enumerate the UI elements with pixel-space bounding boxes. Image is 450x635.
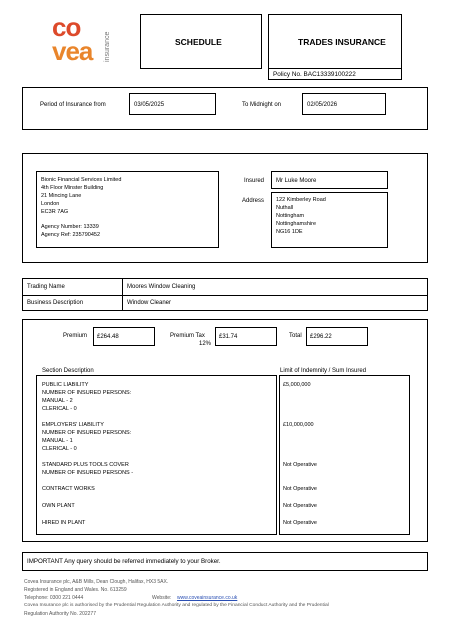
premium-box [93,327,155,346]
limit-value: £10,000,000 [283,422,314,428]
broker-line: Bionic Financial Services Limited [41,177,122,183]
period-from-value: 03/05/2025 [134,102,165,108]
section-line: MANUAL - 2 [42,398,73,404]
parties-section [22,153,428,263]
period-to-label: To Midnight on [242,102,282,108]
section-line: OWN PLANT [42,503,75,509]
agency-number: Agency Number: 13339 [41,224,99,230]
important-notice: IMPORTANT Any query should be referred immediately to your Broker. [27,558,221,565]
important-notice-box [22,552,428,571]
section-line: NUMBER OF INSURED PERSONS: [42,430,132,436]
insured-value: Mr Luke Moore [276,178,317,184]
section-line: CLERICAL - 0 [42,446,77,452]
address-line: 122 Kimberley Road [276,197,326,203]
section-line: NUMBER OF INSURED PERSONS - [42,470,134,476]
section-line: MANUAL - 1 [42,438,73,444]
business-description-label: Business Description [27,300,84,306]
premium-tax-value: £31.74 [219,334,238,340]
section-line: NUMBER OF INSURED PERSONS: [42,390,132,396]
covea-logo [50,12,120,74]
premium-tax-box [215,327,277,346]
footer-address: Covea Insurance plc, A&B Mills, Dean Clough, Halifax, HX3 5AX. [24,579,169,585]
logo-vea-text: vea [52,36,93,66]
limit-value: Not Operative [283,520,317,526]
policy-divider [269,68,401,69]
limit-value: £5,000,000 [283,382,311,388]
footer-authorisation: Covea Insurance plc is authorised by the Prudential Regulation Authority and regulated by the Financial Conduct Authority and the Prudential [24,603,329,608]
premium-tax-label: Premium Tax [170,333,205,339]
insured-box [271,171,388,189]
period-to-value: 02/05/2026 [307,102,338,108]
trades-insurance-title: TRADES INSURANCE [298,37,386,47]
limit-box [279,375,410,535]
footer-registration: Registered in England and Wales. No. 613259 [24,587,127,593]
address-line: Nottingham [276,213,305,219]
schedule-title: SCHEDULE [175,37,222,47]
limit-value: Not Operative [283,462,317,468]
section-description-header: Section Description [42,368,94,374]
premium-value: £264.48 [97,334,119,340]
logo-co-text: co [52,12,81,42]
premium-cover-section [22,319,428,542]
trades-insurance-box [268,14,402,80]
policy-number: Policy No. BAC13339100222 [273,71,356,78]
broker-line: 21 Mincing Lane [41,193,82,199]
logo-insurance-text: insurance [104,31,111,62]
period-section [22,87,428,130]
period-from-box [129,93,216,115]
address-label: Address [242,198,265,204]
section-line: EMPLOYERS' LIABILITY [42,422,104,428]
trade-table [22,278,428,311]
schedule-box [140,14,262,69]
footer-telephone: Telephone: 0300 221 0444 [24,595,84,601]
trading-name-value: Moores Window Cleaning [127,284,196,290]
broker-line: EC3R 7AG [41,209,69,215]
period-from-label: Period of Insurance from [40,102,106,108]
trade-col-divider [122,279,123,310]
broker-line: London [41,201,60,207]
section-description-box [36,375,277,535]
agency-ref: Agency Ref: 235790452 [41,232,101,238]
address-box [271,192,388,248]
limit-value: Not Operative [283,486,317,492]
total-value: £296.22 [310,334,332,340]
footer-website-label: Website: [152,595,172,601]
section-line: CONTRACT WORKS [42,486,95,492]
address-line: Nottinghamshire [276,221,317,227]
total-box [306,327,368,346]
footer-website-link[interactable]: www.coveainsurance.co.uk [177,595,238,601]
footer-regulation-number: Regulation Authority No. 202277 [24,611,96,617]
trading-name-label: Trading Name [27,284,65,290]
period-to-box [302,93,386,115]
broker-box [36,171,219,248]
section-line: STANDARD PLUS TOOLS COVER [42,462,129,468]
section-line: PUBLIC LIABILITY [42,382,89,388]
section-line: CLERICAL - 0 [42,406,77,412]
premium-tax-rate: 12% [199,341,212,347]
section-line: HIRED IN PLANT [42,520,86,526]
address-line: NG16 1DE [276,229,303,235]
limit-value: Not Operative [283,503,317,509]
broker-line: 4th Floor Minster Building [41,185,104,191]
trade-row-divider [23,295,427,296]
insured-label: Insured [244,178,265,184]
premium-label: Premium [63,333,88,339]
total-label: Total [289,333,302,339]
limit-header: Limit of Indemnity / Sum Insured [280,368,367,374]
address-line: Nuthall [276,205,294,211]
business-description-value: Window Cleaner [127,300,172,306]
